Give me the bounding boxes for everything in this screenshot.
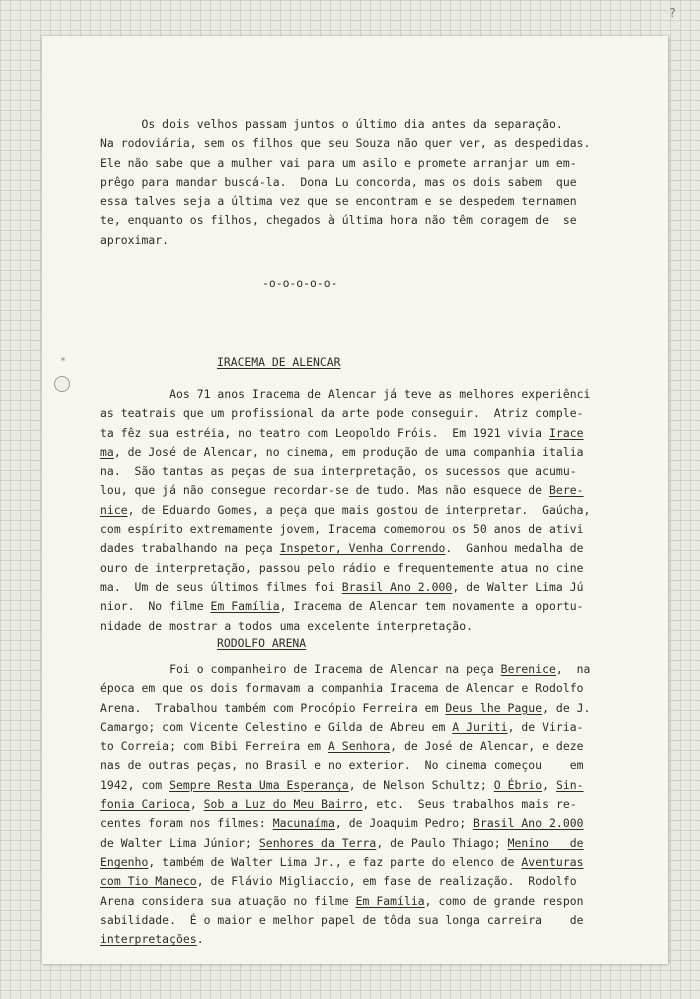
work-title: interpretações xyxy=(100,932,197,947)
text-line: Camargo; com Vicente Celestino e Gilda de Abreu em A Juriti, de Viria- xyxy=(100,719,584,734)
text-line: Arena. Trabalhou também com Procópio Ferreira em Deus lhe Pague, de J. xyxy=(100,700,591,715)
work-title: A Senhora xyxy=(327,739,391,754)
text-line: sabilidade. É o maior e melhor papel de tôda sua longa carreira de xyxy=(100,912,584,927)
text-line: essa talves seja a última vez que se encontram e se despedem ternamen xyxy=(100,194,577,209)
text-line: Engenho, também de Walter Lima Jr., e faz parte do elenco de Aventuras xyxy=(100,854,584,869)
text-line: fonia Carioca, Sob a Luz do Meu Bairro, etc. Seus trabalhos mais re- xyxy=(100,797,577,812)
work-title: Menino de xyxy=(507,835,584,850)
text-line: com espírito extremamente jovem, Iracema comemorou os 50 anos de ativi xyxy=(100,522,584,537)
work-title: Deus lhe Pague xyxy=(445,700,543,715)
work-title: Macunaíma xyxy=(272,816,335,831)
text-line: to Correia; com Bibi Ferreira em A Senhora, de José de Alencar, e deze xyxy=(100,739,584,754)
work-title: ma xyxy=(100,444,114,459)
paragraph-intro xyxy=(100,115,615,250)
text-line: Foi o companheiro de Iracema de Alencar na peça Berenice, na xyxy=(100,662,591,676)
text-line: nice, de Eduardo Gomes, a peça que mais gostou de interpretar. Gaúcha, xyxy=(100,502,591,517)
text-line: nidade de mostrar a todos uma excelente interpretação. xyxy=(100,618,474,633)
text-line: lou, que já não consegue recordar-se de tudo. Mas não esquece de Bere- xyxy=(100,483,584,498)
work-title: Em Família xyxy=(355,893,425,908)
text-line: nior. No filme Em Família, Iracema de Alencar tem novamente a oportu- xyxy=(100,599,584,614)
text-line: prêgo para mandar buscá-la. Dona Lu concorda, mas os dois sabem que xyxy=(100,174,577,189)
work-title: Sin- xyxy=(555,777,584,792)
work-title: Aventuras xyxy=(521,854,584,869)
paragraph-rodolfo xyxy=(100,660,615,949)
text-line: com Tio Maneco, de Flávio Migliaccio, em fase de realização. Rodolfo xyxy=(100,874,577,889)
work-title: Brasil Ano 2.000 xyxy=(341,579,453,594)
work-title: Senhores da Terra xyxy=(258,835,377,850)
heading-iracema: IRACEMA DE ALENCAR xyxy=(217,355,341,369)
work-title: Bere- xyxy=(549,483,584,498)
text-line: Os dois velhos passam juntos o último dia antes da separação. xyxy=(100,117,563,131)
punch-hole xyxy=(54,376,70,392)
text-line: as teatrais que um profissional da arte pode conseguir. Atriz comple- xyxy=(100,406,584,421)
text-line: de Walter Lima Júnior; Senhores da Terra, de Paulo Thiago; Menino de xyxy=(100,835,584,850)
text-line: época em que os dois formavam a companhia Iracema de Alencar e Rodolfo xyxy=(100,681,584,696)
work-title: Irace xyxy=(549,425,584,440)
work-title: Berenice xyxy=(500,662,556,676)
text-line: te, enquanto os filhos, chegados à última hora não têm coragem de se xyxy=(100,213,577,228)
text-line: ma, de José de Alencar, no cinema, em produção de uma companhia italia xyxy=(100,444,584,459)
work-title: nice xyxy=(100,502,128,517)
text-line: Ele não sabe que a mulher vai para um asilo e promete arranjar um em- xyxy=(100,155,577,170)
text-line: 1942, com Sempre Resta Uma Esperança, de Nelson Schultz; O Ébrio, Sin- xyxy=(100,777,584,792)
work-title: Em Família xyxy=(210,599,280,614)
work-title: Engenho xyxy=(100,854,149,869)
text-line: ma. Um de seus últimos filmes foi Brasil Ano 2.000, de Walter Lima Jú xyxy=(100,579,584,594)
text-line: ouro de interpretação, passou pelo rádio e frequentemente atua no cine xyxy=(100,560,584,575)
work-title: com Tio Maneco xyxy=(100,874,197,889)
text-line: Na rodoviária, sem os filhos que seu Souza não quer ver, as despedidas. xyxy=(100,136,591,151)
work-title: Sempre Resta Uma Esperança xyxy=(169,777,349,792)
corner-mark: ? xyxy=(668,6,676,20)
text-line: nas de outras peças, no Brasil e no exterior. No cinema começou em xyxy=(100,758,584,773)
text-line: centes foram nos filmes: Macunaíma, de Joaquim Pedro; Brasil Ano 2.000 xyxy=(100,816,584,831)
section-divider: -o-o-o-o-o- xyxy=(262,276,338,290)
text-line: ta fêz sua estréia, no teatro com Leopoldo Fróis. Em 1921 vivia Irace xyxy=(100,425,584,440)
work-title: Brasil Ano 2.000 xyxy=(473,816,584,831)
text-line: aproximar. xyxy=(100,232,170,247)
work-title: fonia Carioca xyxy=(100,797,190,812)
work-title: Sob a Luz do Meu Bairro xyxy=(203,797,363,812)
text-line: dades trabalhando na peça Inspetor, Venha Correndo. Ganhou medalha de xyxy=(100,541,584,556)
work-title: A Juriti xyxy=(452,719,508,734)
heading-rodolfo: RODOLFO ARENA xyxy=(217,636,307,650)
work-title: O Ébrio xyxy=(493,777,543,792)
text-line: Aos 71 anos Iracema de Alencar já teve as melhores experiênci xyxy=(100,387,591,401)
text-line: na. São tantas as peças de sua interpretação, os sucessos que acumu- xyxy=(100,464,577,479)
paragraph-iracema xyxy=(100,385,615,636)
work-title: Inspetor, Venha Correndo xyxy=(279,541,446,556)
margin-mark: * xyxy=(60,356,67,367)
text-line: Arena considera sua atuação no filme Em Família, como de grande respon xyxy=(100,893,584,908)
text-line: interpretações. xyxy=(100,932,204,947)
